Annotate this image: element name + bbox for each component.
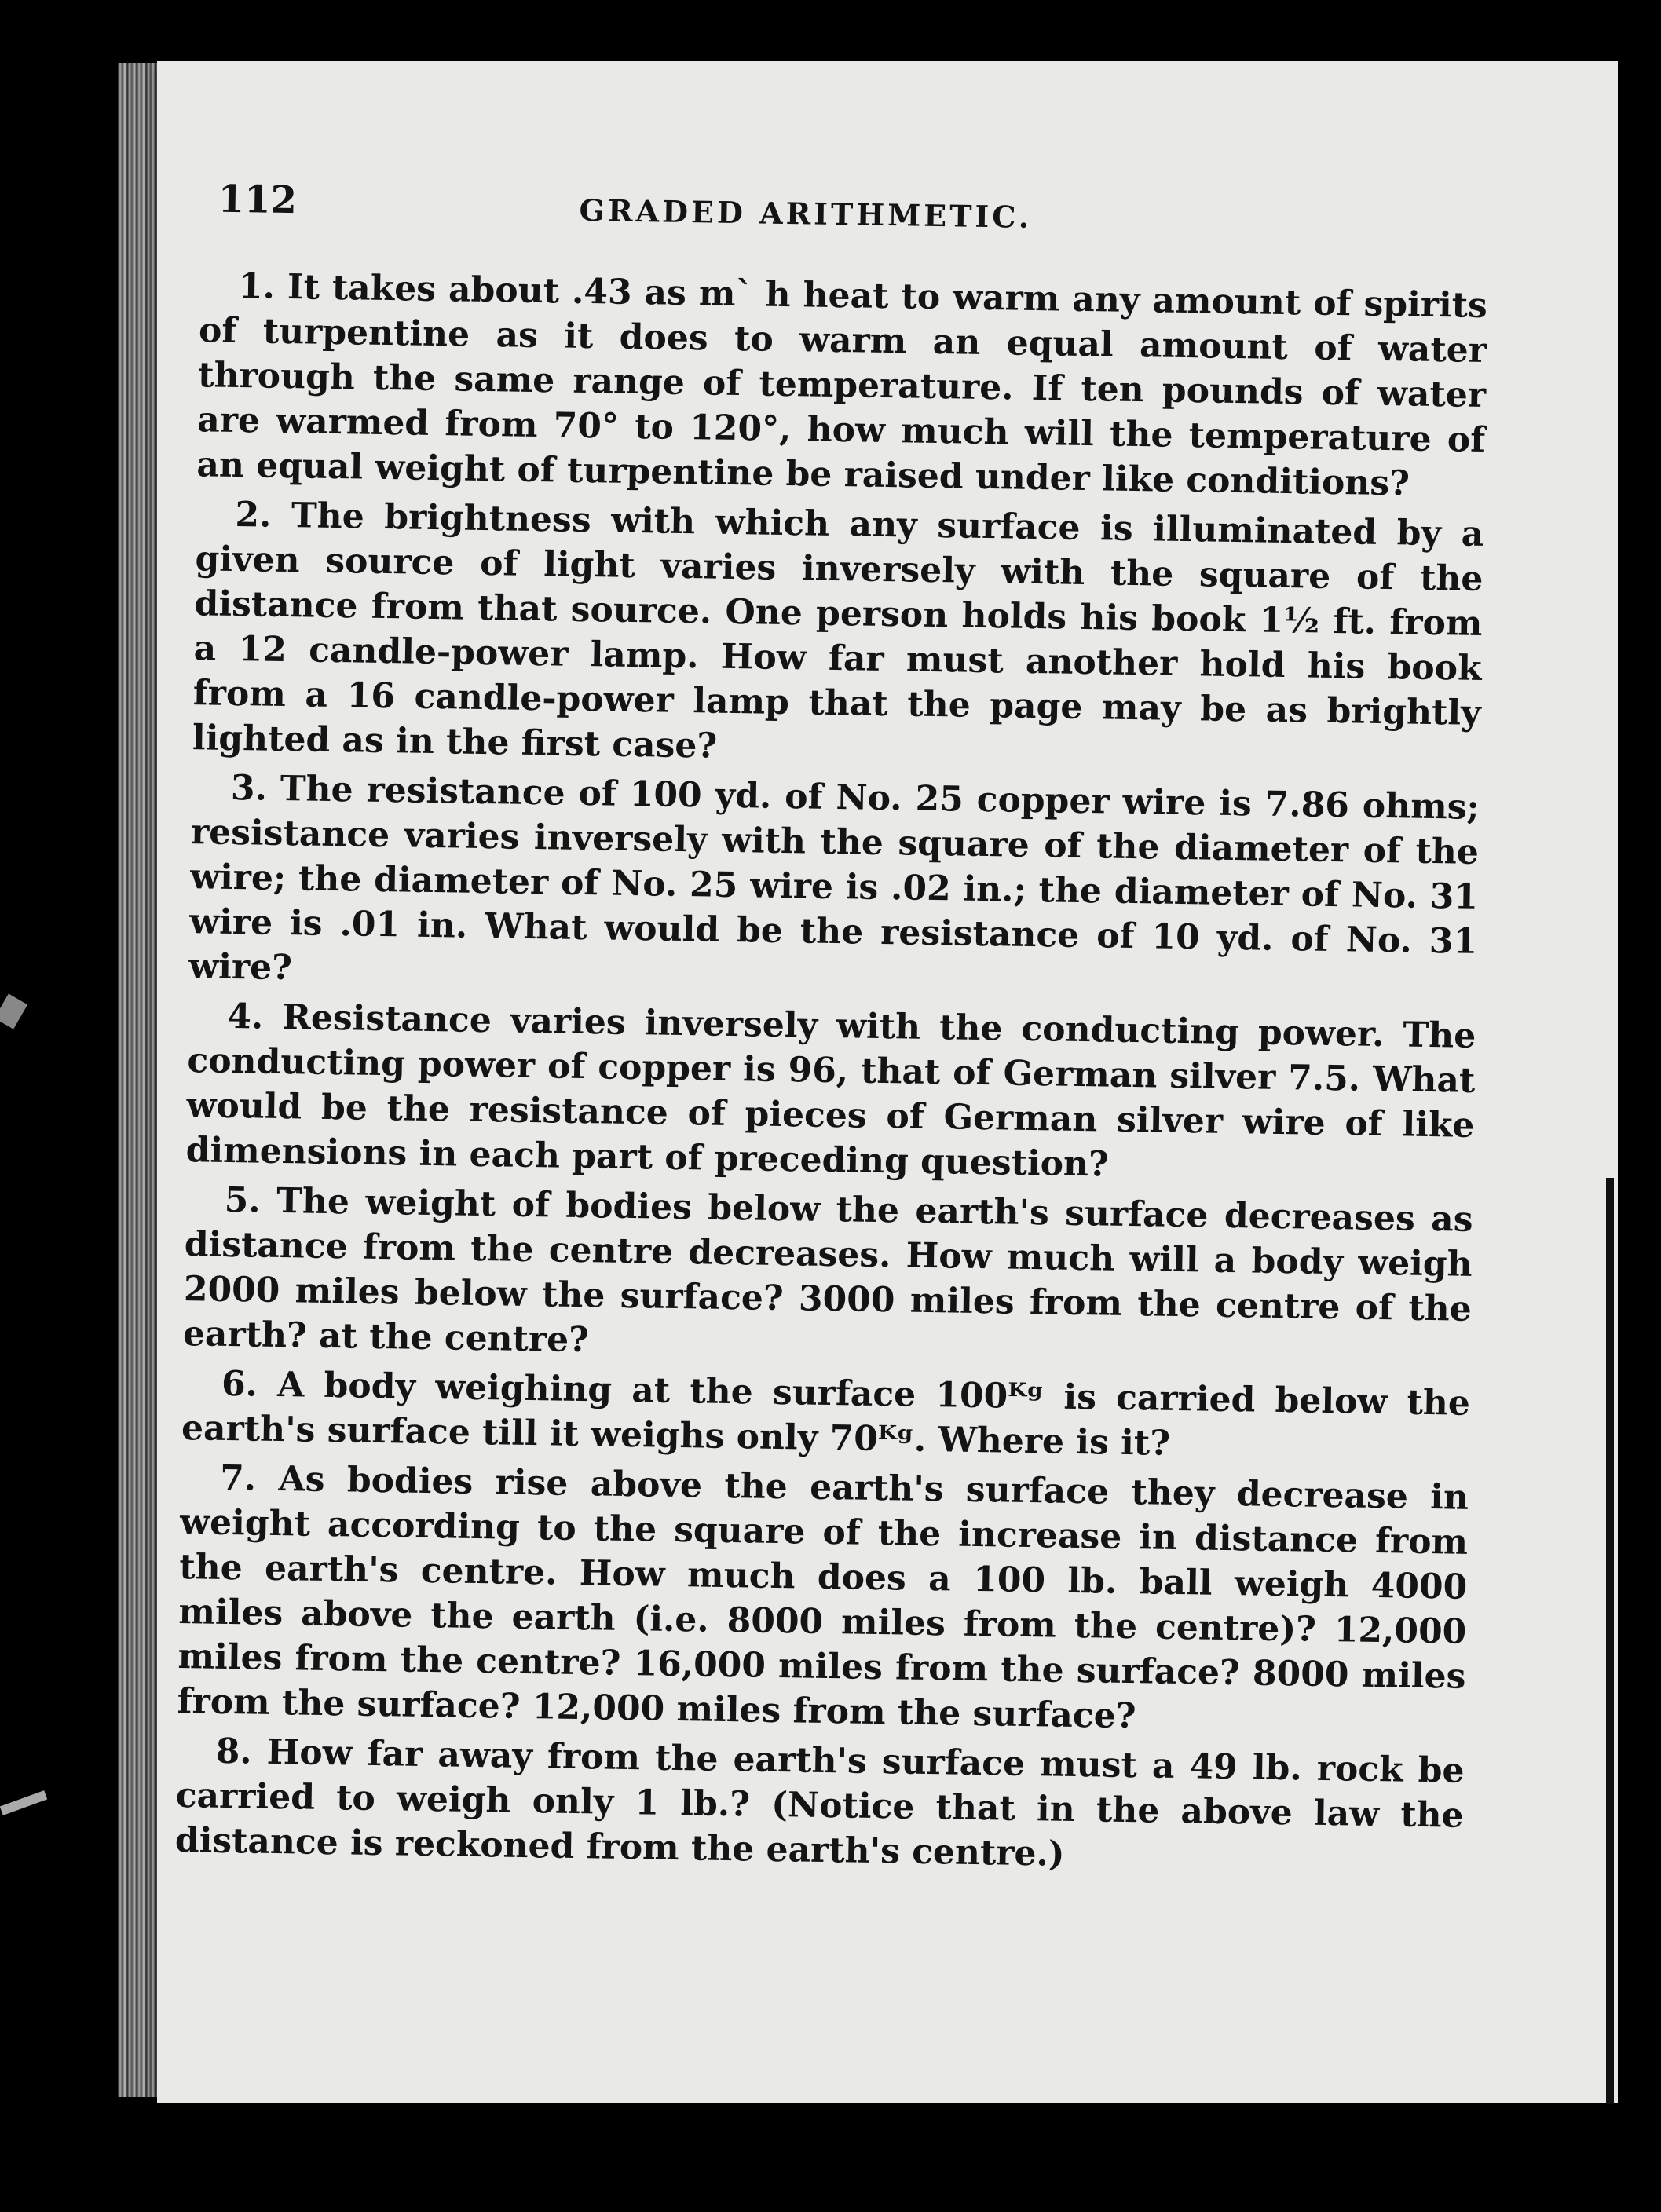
problem-number: 5. bbox=[224, 1179, 262, 1221]
page-edge-shadow bbox=[1606, 1178, 1614, 2104]
problem-text: As bodies rise above the earth's surface they decrease in weight according to the square of the increase in distance from the earth's centre. How much does a 100 lb. ball weigh 4000 miles above the earth (i.e. 8000 miles from the centre)? 12,000 miles from the centre? 16,000 miles from the surface? 8000 miles from the surface? 12,000 miles from the surface? bbox=[177, 1459, 1469, 1737]
scan-speck bbox=[0, 1790, 47, 1815]
problem-3 bbox=[188, 765, 1480, 1009]
running-head: GRADED ARITHMETIC. bbox=[579, 192, 1033, 235]
problem-text: How far away from the earth's surface must a 49 lb. rock be carried to weigh only 1 lb.? (Notice that in the above law the distance is reckoned from the earth's centre.) bbox=[174, 1731, 1465, 1874]
problem-number: 6. bbox=[221, 1363, 258, 1405]
problem-1 bbox=[196, 263, 1487, 507]
problem-list bbox=[174, 263, 1487, 1888]
problem-number: 1. bbox=[238, 266, 276, 307]
problem-text: It takes about .43 as m` h heat to warm any amount of spirits of turpentine as it does to warm an equal amount of water through the same range of temperature. If ten pounds of water are warmed from 70° to 120°, how much will the temperature of an equal weight of turpentine be raised under like conditions? bbox=[196, 267, 1488, 504]
problem-text: The brightness with which any surface is illuminated by a given source of light varies inversely with the square of the distance from that source. One person holds his book 1½ ft. from a 12 candle-power lamp. How far must another hold his book from a 16 candle-power lamp that the page may be as brightly lighted as in the first case? bbox=[192, 495, 1484, 766]
problem-2 bbox=[192, 492, 1484, 781]
problem-text: A body weighing at the surface 100ᴷᵍ is carried below the earth's surface till it weighs only 70ᴷᵍ. Where is it? bbox=[181, 1364, 1471, 1464]
problem-8 bbox=[174, 1728, 1464, 1883]
problem-number: 3. bbox=[230, 767, 268, 809]
problem-number: 2. bbox=[235, 495, 272, 536]
problem-number: 7. bbox=[219, 1457, 257, 1499]
page-number: 112 bbox=[218, 177, 298, 223]
problem-text: The weight of bodies below the earth's surface decreases as distance from the centre decreases. How much will a body weigh 2000 miles below the surface? 3000 miles from the centre of the earth? at the centre? bbox=[182, 1180, 1473, 1361]
problem-7 bbox=[177, 1455, 1469, 1744]
scan-speck bbox=[0, 993, 27, 1029]
problem-number: 8. bbox=[215, 1731, 253, 1772]
problem-6 bbox=[181, 1361, 1471, 1471]
problem-text: The resistance of 100 yd. of No. 25 copper wire is 7.86 ohms; resistance varies inversely with the square of the diameter of the wire; the diameter of No. 25 wire is .02 in.; the diameter of No. 31 wire is .01 in. What would be the resistance of 10 yd. of No. 31 wire? bbox=[188, 768, 1480, 989]
problem-number: 4. bbox=[227, 996, 264, 1037]
problem-text: Resistance varies inversely with the conducting power. The conducting power of copper is 96, that of German silver 7.5. What would be the resistance of pieces of German silver wire of like dimensions in each part of preceding question? bbox=[185, 997, 1476, 1185]
problem-4 bbox=[185, 993, 1476, 1193]
problem-5 bbox=[183, 1177, 1473, 1377]
